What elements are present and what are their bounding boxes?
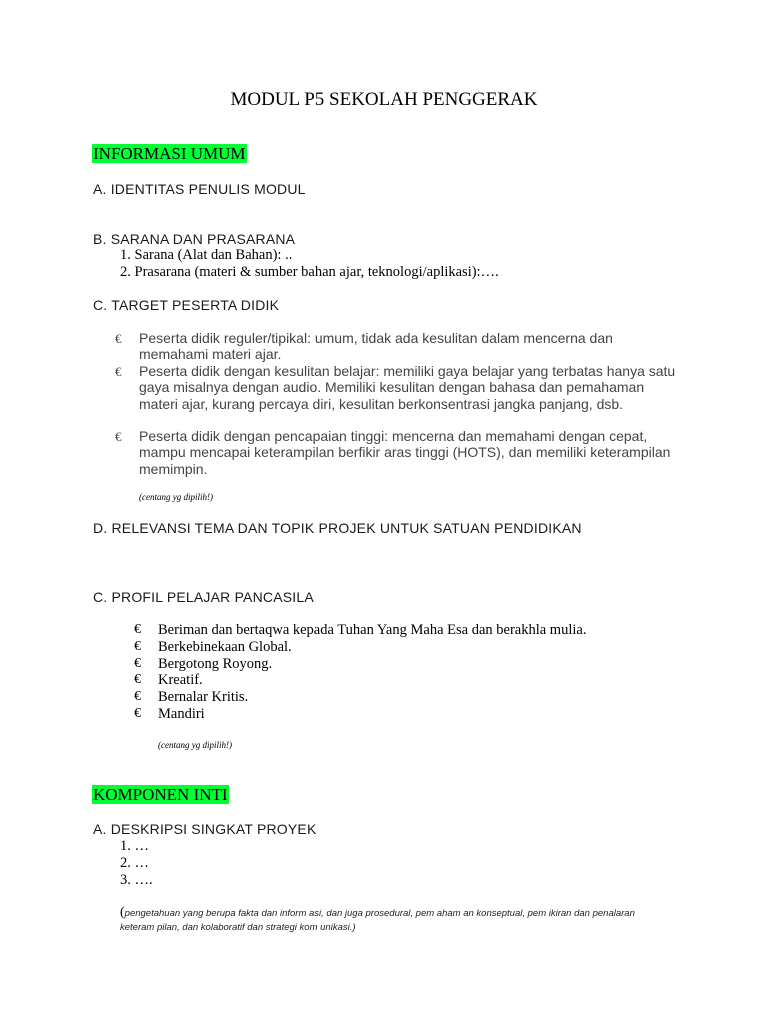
bullet-icon: € (115, 364, 122, 379)
list-item: 1. … (120, 838, 149, 854)
list-item: Peserta didik dengan pencapaian tinggi: mencerna dan memahami dengan cepat, mampu mencapai keterampilan berfikir aras tinggi (HOTS), dan memiliki keterampilan memimpin. (139, 428, 671, 477)
informasi-umum-label: INFORMASI UMUM (93, 144, 246, 163)
list-item: Mandiri (158, 706, 205, 722)
list-item: Kreatif. (158, 672, 203, 688)
heading-deskripsi-proyek: A. DESKRIPSI SINGKAT PROYEK (93, 821, 317, 837)
note-text-line2: keteram pilan, dan kolaboratif dan strategi kom unikasi.) (120, 922, 356, 933)
bullet-icon: € (134, 689, 141, 704)
heading-profil-pelajar: C. PROFIL PELAJAR PANCASILA (93, 589, 314, 605)
list-item: 1. Sarana (Alat dan Bahan): .. (120, 247, 293, 263)
list-item: Berkebinekaan Global. (158, 639, 292, 655)
note-open-paren: ( (120, 905, 125, 920)
list-item: Bernalar Kritis. (158, 689, 249, 705)
heading-target-peserta-didik: C. TARGET PESERTA DIDIK (93, 297, 280, 313)
section-heading-komponen-inti (92, 785, 229, 805)
bullet-icon: € (134, 706, 141, 721)
heading-sarana-prasarana: B. SARANA DAN PRASARANA (93, 231, 296, 247)
list-item: Bergotong Royong. (158, 656, 273, 672)
list-item: Beriman dan bertaqwa kepada Tuhan Yang Maha Esa dan berakhla mulia. (158, 622, 587, 638)
list-item: 3. …. (120, 872, 153, 888)
list-item: Peserta didik reguler/tipikal: umum, tidak ada kesulitan dalam mencerna dan memahami materi ajar. (139, 330, 613, 363)
page-title: MODUL P5 SEKOLAH PENGGERAK (230, 89, 538, 110)
bullet-icon: € (115, 429, 122, 444)
note-text: (centang yg dipilih!) (158, 740, 232, 750)
heading-identitas-penulis: A. IDENTITAS PENULIS MODUL (93, 181, 306, 197)
bullet-icon: € (134, 639, 141, 654)
heading-relevansi: D. RELEVANSI TEMA DAN TOPIK PROJEK UNTUK SATUAN PENDIDIKAN (93, 520, 582, 536)
bullet-icon: € (134, 656, 141, 671)
deskripsi-note (120, 903, 635, 921)
note-text: (centang yg dipilih!) (139, 492, 213, 502)
list-item: Peserta didik dengan kesulitan belajar: memiliki gaya belajar yang terbatas hanya satu gaya misalnya dengan audio. Memiliki kesulitan dengan bahasa dan pemahaman materi ajar, kurang percaya diri, kesulitan berkonsentrasi jangka panjang, dsb. (139, 363, 676, 412)
bullet-icon: € (134, 622, 141, 637)
list-item: 2. Prasarana (materi & sumber bahan ajar, teknologi/aplikasi):…. (120, 264, 499, 280)
komponen-inti-label: KOMPONEN INTI (93, 785, 228, 804)
bullet-icon: € (134, 672, 141, 687)
section-heading-informasi-umum (92, 144, 247, 164)
list-item: 2. … (120, 855, 149, 871)
note-text-line1: pengetahuan yang berupa fakta dan inform asi, dan juga prosedural, pem aham an konseptual, pem ikiran dan penalaran (124, 908, 635, 919)
bullet-icon: € (115, 331, 122, 346)
